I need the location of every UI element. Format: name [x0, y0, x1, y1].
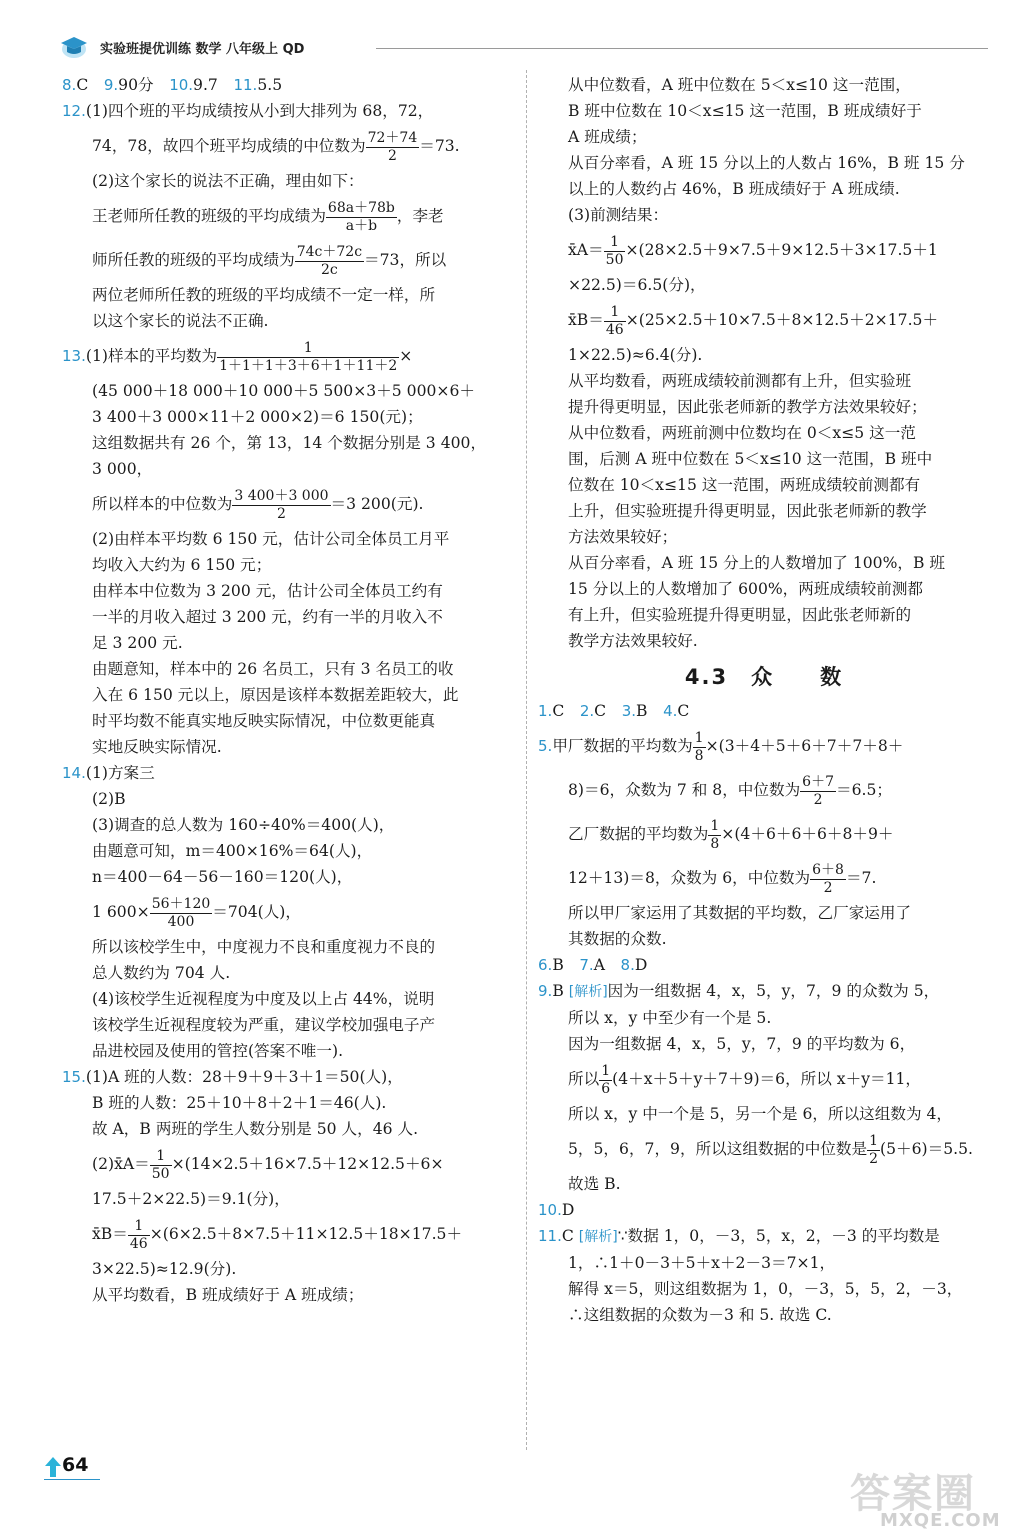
fraction [599, 1063, 612, 1098]
fraction [217, 340, 399, 375]
text-line [62, 734, 522, 760]
line-text: D [561, 1201, 575, 1219]
text-line [538, 342, 990, 368]
line-text: 17.5＋2×22.5)＝9.1(分)， [92, 1190, 290, 1208]
line-text: (45 000＋18 000＋10 000＋5 500×3＋5 000×6＋ [92, 382, 475, 400]
text-line [62, 98, 522, 124]
line-text: ×(6×2.5＋8×7.5＋11×12.5＋18×17.5＋ [149, 1225, 463, 1243]
line-text: 故选 B. [568, 1175, 621, 1193]
text-line [62, 378, 522, 404]
line-text: 故 A，B 两班的学生人数分别是 50 人，46 人. [92, 1120, 419, 1138]
right-column [538, 72, 990, 1328]
text-line [538, 472, 990, 498]
line-text: 位数在 10＜x≤15 这一范围，两班成绩较前测都有 [568, 476, 921, 494]
line-text: B [636, 702, 664, 720]
question-number: 6. [538, 956, 553, 974]
line-text: C [76, 76, 104, 94]
text-line [538, 298, 990, 342]
line-text: 教学方法效果较好. [568, 632, 698, 650]
line-text: 从百分率看，A 班 15 分上的人数增加了 100%，B 班 [568, 554, 946, 572]
line-text: 师所任教的班级的平均成绩为 [92, 251, 295, 269]
fraction [326, 200, 397, 235]
fraction-numerator: 56＋120 [151, 895, 211, 912]
question-number: 11. [538, 1227, 562, 1245]
text-line [62, 812, 522, 838]
line-text: C [677, 702, 690, 720]
line-text: 这组数据共有 26 个，第 13，14 个数据分别是 3 400， [92, 434, 487, 452]
line-text: 由题意知，样本中的 26 名员工，只有 3 名员工的收 [92, 660, 454, 678]
text-line [62, 656, 522, 682]
question-number: 9. [103, 76, 119, 94]
line-text: 其数据的众数. [568, 930, 667, 948]
text-line [538, 1031, 990, 1057]
text-line [538, 856, 990, 900]
line-text: 所以 x，y 中至少有一个是 5. [568, 1009, 772, 1027]
line-text: 上升，但实验班提升得更明显，因此张老师新的教学 [568, 502, 927, 520]
fraction-denominator: 2 [387, 147, 397, 164]
section-answers [538, 698, 990, 1328]
text-line [538, 498, 990, 524]
text-line [62, 708, 522, 734]
text-line [538, 420, 990, 446]
line-text: (3)前测结果： [568, 206, 669, 224]
text-line [62, 1282, 522, 1308]
question-number: 10. [169, 76, 194, 94]
line-text: D [634, 956, 648, 974]
text-line [538, 768, 990, 812]
question-number: 1. [538, 702, 553, 720]
line-text: 由题意可知，m＝400×16%＝64(人)， [92, 842, 373, 860]
text-line [62, 124, 522, 168]
text-line [62, 1142, 522, 1186]
fraction [232, 488, 330, 523]
line-text: 以上的人数约占 46%，B 班成绩好于 A 班成绩. [568, 180, 900, 198]
fraction-denominator: 46 [129, 1235, 148, 1252]
line-text: 围，后测 A 班中位数在 5＜x≤10 这一范围，B 班中 [568, 450, 933, 468]
text-line [62, 456, 522, 482]
fraction-numerator: 74c＋72c [296, 243, 363, 260]
line-text: A 班成绩； [568, 128, 647, 146]
fraction-denominator: 2 [813, 791, 823, 808]
line-text: (4＋x＋5＋y＋7＋9)＝6，所以 x＋y＝11， [612, 1070, 922, 1088]
question-number: 15. [62, 1068, 86, 1086]
question-number: 11. [233, 76, 258, 94]
text-line [62, 282, 522, 308]
line-text: ×(14×2.5＋16×7.5＋12×12.5＋6× [171, 1155, 444, 1173]
text-line [538, 628, 990, 654]
fraction-numerator: 1 [604, 234, 626, 252]
question-number: 13. [62, 347, 86, 365]
text-line [62, 1212, 522, 1256]
line-text: ，李老 [396, 207, 444, 225]
line-text: (5＋6)＝5.5. [880, 1140, 973, 1158]
up-arrow-icon [44, 1456, 62, 1478]
line-text: (1)A 班的人数：28＋9＋9＋3＋1＝50(人)， [85, 1068, 403, 1086]
fraction-denominator: 2 [823, 879, 833, 896]
graduation-cap-icon [60, 34, 88, 60]
line-text: 由样本中位数为 3 200 元，估计公司全体员工约有 [92, 582, 443, 600]
question-number: 10. [538, 1201, 562, 1219]
fraction [128, 1218, 150, 1253]
fraction-denominator: 8 [694, 747, 704, 764]
page-number: 64 [62, 1454, 89, 1476]
line-text: ×(3＋4＋5＋6＋7＋7＋8＋ [705, 737, 904, 755]
text-line [538, 524, 990, 550]
line-text: 因为一组数据 4，x，5，y，7，9 的平均数为 6， [568, 1035, 916, 1053]
question-number: 14. [62, 764, 86, 782]
line-text: ∵数据 1，0，－3，5，x，2，－3 的平均数是 [617, 1227, 940, 1245]
text-line [62, 786, 522, 812]
text-line [62, 682, 522, 708]
text-line [538, 124, 990, 150]
question-number: 3. [621, 702, 636, 720]
line-text: 1×22.5)≈6.4(分). [568, 346, 703, 364]
fraction [604, 234, 626, 269]
line-text: 从中位数看，A 班中位数在 5＜x≤10 这一范围， [568, 76, 911, 94]
fraction-numerator: 3 400＋3 000 [234, 487, 329, 504]
fraction-denominator: 50 [605, 251, 624, 268]
question-number: 12. [62, 102, 86, 120]
fraction-denominator: 50 [151, 1165, 170, 1182]
fraction-numerator: 1 [128, 1218, 150, 1236]
line-text: 74，78，故四个班平均成绩的中位数为 [92, 137, 366, 155]
text-line [62, 1186, 522, 1212]
text-line [538, 1302, 990, 1328]
text-line [538, 1197, 990, 1223]
text-line [62, 1116, 522, 1142]
line-text: B [552, 956, 580, 974]
text-line [62, 308, 522, 334]
text-line [538, 72, 990, 98]
analysis-tag: [解析] [578, 1229, 618, 1245]
text-line [538, 394, 990, 420]
text-line [538, 1223, 990, 1250]
line-text: 3×22.5)≈12.9(分). [92, 1260, 237, 1278]
line-text: 时平均数不能真实地反映实际情况，中位数更能真 [92, 712, 436, 730]
text-line [538, 202, 990, 228]
line-text: B 班的人数：25＋10＋8＋2＋1＝46(人). [92, 1094, 387, 1112]
line-text: ＝6.5； [836, 781, 892, 799]
left-column [62, 72, 522, 1308]
line-text: 实地反映实际情况. [92, 738, 222, 756]
question-number: 9. [538, 982, 553, 1000]
question-number: 2. [579, 702, 595, 720]
text-line [538, 812, 990, 856]
fraction-denominator: 1＋1＋1＋3＋6＋1＋11＋2 [219, 357, 398, 374]
text-line [538, 1127, 990, 1171]
fraction-numerator: 1 [604, 304, 626, 322]
text-line [538, 978, 990, 1005]
text-line [538, 576, 990, 602]
text-line [62, 430, 522, 456]
text-line [538, 1171, 990, 1197]
line-text: x̄B＝ [568, 311, 604, 329]
question-number: 8. [62, 76, 77, 94]
text-line [538, 550, 990, 576]
line-text: 1，∴1＋0－3＋5＋x＋2－3＝7×1， [568, 1254, 836, 1272]
text-line [62, 760, 522, 786]
line-text: 从百分率看，A 班 15 分以上的人数占 16%，B 班 15 分 [568, 154, 965, 172]
text-line [62, 334, 522, 378]
fraction-numerator: 6＋7 [802, 773, 834, 790]
line-text: 提升得更明显，因此张老师新的教学方法效果较好； [568, 398, 927, 416]
fraction-denominator: 46 [605, 321, 624, 338]
line-text: ＝73，所以 [364, 251, 447, 269]
line-text: 3 400＋3 000×11＋2 000×2)＝6 150(元)； [92, 408, 423, 426]
line-text: (4)该校学生近视程度为中度及以上占 44%，说明 [92, 990, 435, 1008]
fraction-denominator: 2c [321, 261, 338, 278]
page-number-badge [44, 1454, 100, 1480]
line-text: ＝7. [845, 869, 877, 887]
line-text: (1)方案三 [85, 764, 155, 782]
line-text: 从中位数看，两班前测中位数均在 0＜x≤5 这一范 [568, 424, 916, 442]
watermark-sub: MXQE.COM [880, 1510, 1001, 1531]
line-text: 5.5 [257, 76, 283, 94]
text-line [62, 960, 522, 986]
line-text: 所以甲厂家运用了其数据的平均数，乙厂家运用了 [568, 904, 912, 922]
fraction-numerator: 1 [694, 729, 704, 746]
line-text: 一半的月收入超过 3 200 元，约有一半的月收入不 [92, 608, 443, 626]
text-line [62, 526, 522, 552]
fraction-denominator: 400 [167, 913, 195, 930]
line-text: ＝704(人)， [212, 903, 301, 921]
text-line [538, 900, 990, 926]
page-number-underline [44, 1479, 100, 1480]
line-text: × [399, 347, 413, 365]
text-line [62, 604, 522, 630]
text-line [62, 986, 522, 1012]
fraction-denominator: 8 [710, 835, 720, 852]
text-line [538, 698, 990, 724]
fraction [693, 730, 706, 765]
line-text: (2)B [92, 790, 126, 808]
text-line [62, 838, 522, 864]
line-text: 有上升，但实验班提升得更明显，因此张老师新的 [568, 606, 912, 624]
line-text: B 班中位数在 10＜x≤15 这一范围，B 班成绩好于 [568, 102, 922, 120]
text-line [538, 1250, 990, 1276]
line-text: A [593, 956, 621, 974]
line-text: 所以 [568, 1070, 600, 1088]
line-text: x̄A＝ [568, 241, 604, 259]
watermark-main: 答案圈 [850, 1471, 976, 1517]
question-number: 7. [579, 956, 594, 974]
fraction-numerator: 68a＋78b [327, 199, 395, 216]
text-line [62, 630, 522, 656]
question-number: 4. [663, 702, 678, 720]
fraction-denominator: 2 [869, 1150, 879, 1167]
text-line [538, 176, 990, 202]
text-line [538, 1276, 990, 1302]
line-text: 王老师所任教的班级的平均成绩为 [92, 207, 326, 225]
fraction-denominator: 2 [276, 505, 286, 522]
text-line [62, 578, 522, 604]
fraction [800, 774, 836, 809]
line-text: x̄B＝ [92, 1225, 128, 1243]
header-rule [376, 48, 988, 49]
line-text: (3)调查的总人数为 160÷40%＝400(人)， [92, 816, 395, 834]
text-line [62, 1256, 522, 1282]
line-text: ×22.5)＝6.5(分)， [568, 276, 706, 294]
text-line [538, 228, 990, 272]
fraction-numerator: 1 [150, 1148, 172, 1166]
text-line [538, 368, 990, 394]
line-text: 方法效果较好； [568, 528, 678, 546]
line-text: 以这个家长的说法不正确. [92, 312, 269, 330]
line-text: 5，5，6，7，9，所以这组数据的中位数是 [568, 1140, 868, 1158]
text-line [62, 482, 522, 526]
fraction [150, 1148, 172, 1183]
text-line [62, 238, 522, 282]
fraction [604, 304, 626, 339]
text-line [62, 1012, 522, 1038]
line-text: (1)四个班的平均成绩按从小到大排列为 68，72， [85, 102, 434, 120]
fraction [150, 896, 213, 931]
text-line [62, 194, 522, 238]
line-text: 总人数约为 704 人. [92, 964, 231, 982]
line-text: 因为一组数据 4，x，5，y，7，9 的众数为 5， [607, 982, 940, 1000]
line-text: 9.7 [193, 76, 234, 94]
column-divider [526, 70, 527, 1450]
line-text: 该校学生近视程度较为严重，建议学校加强电子产 [92, 1016, 436, 1034]
fraction-numerator: 1 [217, 340, 399, 358]
text-line [538, 150, 990, 176]
fraction-numerator: 1 [869, 1132, 879, 1149]
line-text: 所以 x，y 中一个是 5，另一个是 6，所以这组数为 4， [568, 1105, 953, 1123]
header-title: 实验班提优训练 数学 八年级上 QD [100, 42, 305, 57]
fraction-numerator: 1 [601, 1062, 611, 1079]
fraction-numerator: 1 [710, 817, 720, 834]
fraction-numerator: 72＋74 [367, 129, 418, 146]
text-line [538, 98, 990, 124]
text-line [62, 1064, 522, 1090]
line-text: ＝73. [419, 137, 460, 155]
text-line [62, 864, 522, 890]
text-line [538, 1005, 990, 1031]
watermark-logo [850, 1462, 1001, 1531]
line-text: (2)x̄A＝ [92, 1155, 150, 1173]
line-text: 甲厂数据的平均数为 [552, 737, 693, 755]
fraction [708, 818, 721, 853]
line-text: 3 000， [92, 460, 153, 478]
line-text: ×(25×2.5＋10×7.5＋8×12.5＋2×17.5＋ [625, 311, 939, 329]
text-line [62, 890, 522, 934]
fraction [295, 244, 364, 279]
text-line [62, 1090, 522, 1116]
question-number: 5. [538, 737, 553, 755]
text-line [538, 1101, 990, 1127]
line-text: ×(28×2.5＋9×7.5＋9×12.5＋3×17.5＋1 [625, 241, 938, 259]
line-text: (2)由样本平均数 6 150 元，估计公司全体员工月平 [92, 530, 450, 548]
line-text: 所以样本的中位数为 [92, 495, 233, 513]
text-line [538, 272, 990, 298]
line-text: 从平均数看，B 班成绩好于 A 班成绩； [92, 1286, 364, 1304]
text-line [62, 552, 522, 578]
line-text: 15 分以上的人数增加了 600%，两班成绩较前测都 [568, 580, 924, 598]
line-text: ＝3 200(元). [330, 495, 424, 513]
fraction [810, 862, 846, 897]
text-line [538, 446, 990, 472]
line-text: C [561, 1227, 579, 1245]
line-text: 足 3 200 元. [92, 634, 183, 652]
line-text: C [594, 702, 622, 720]
text-line [538, 952, 990, 978]
fraction [867, 1133, 880, 1168]
fraction-denominator: 6 [601, 1080, 611, 1097]
line-text: n＝400－64－56－160＝120(人)， [92, 868, 353, 886]
fraction-numerator: 6＋8 [812, 861, 844, 878]
fraction [366, 130, 420, 165]
line-text: 12＋13)＝8，众数为 6，中位数为 [568, 869, 811, 887]
line-text: 解得 x＝5，则这组数据为 1，0，－3，5，5，2，－3， [568, 1280, 963, 1298]
line-text: 90分 [118, 76, 170, 94]
line-text: 两位老师所任教的班级的平均成绩不一定一样，所 [92, 286, 436, 304]
line-text: (2)这个家长的说法不正确，理由如下： [92, 172, 364, 190]
text-line [538, 724, 990, 768]
line-text: 1 600× [92, 903, 150, 921]
section-title: 4.3 众 数 [684, 665, 844, 689]
line-text: 所以该校学生中，中度视力不良和重度视力不良的 [92, 938, 436, 956]
line-text: (1)样本的平均数为 [85, 347, 218, 365]
line-text: 从平均数看，两班成绩较前测都有上升，但实验班 [568, 372, 912, 390]
line-text: ∴这组数据的众数为－3 和 5. 故选 C. [568, 1306, 832, 1324]
line-text: C [552, 702, 580, 720]
text-line [62, 72, 522, 98]
fraction-denominator: a＋b [345, 217, 378, 234]
text-line [62, 1038, 522, 1064]
line-text: ×(4＋6＋6＋6＋8＋9＋ [721, 825, 894, 843]
analysis-tag: [解析] [568, 984, 608, 1000]
text-line [538, 1057, 990, 1101]
line-text: 品进校园及使用的管控(答案不唯一). [92, 1042, 344, 1060]
text-line [538, 602, 990, 628]
line-text: 8)＝6，众数为 7 和 8，中位数为 [568, 781, 801, 799]
page-header [60, 38, 990, 58]
line-text: 乙厂数据的平均数为 [568, 825, 709, 843]
right-answers [538, 72, 990, 654]
line-text: 入在 6 150 元以上，原因是该样本数据差距较大，此 [92, 686, 459, 704]
text-line [538, 926, 990, 952]
question-number: 8. [620, 956, 635, 974]
line-text: B [552, 982, 569, 1000]
text-line [62, 404, 522, 430]
text-line [62, 934, 522, 960]
text-line [62, 168, 522, 194]
line-text: 均收入大约为 6 150 元； [92, 556, 272, 574]
